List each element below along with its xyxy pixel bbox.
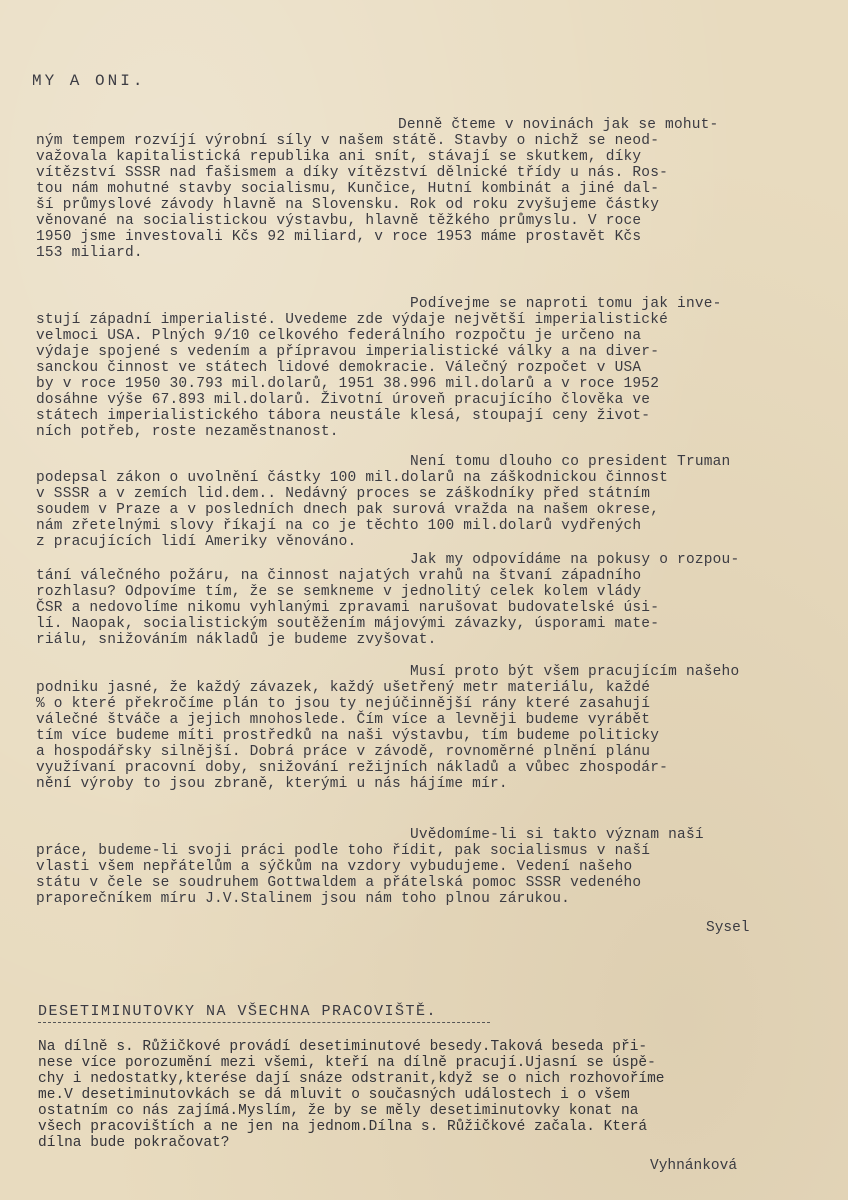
text-line: dosáhne výše 67.893 mil.dolarů. Životní úroveň pracujícího člověka ve [36, 392, 651, 408]
text-line: tou nám mohutné stavby socialismu, Kunčice, Hutní kombinát a jiné dal- [36, 181, 660, 197]
text-line: práce, budeme-li svoji práci podle toho řídit, pak socialismus v naší [36, 843, 651, 859]
text-line: Musí proto být všem pracujícím našeho [410, 664, 740, 680]
text-line: věnované na socialistickou výstavbu, hlavně těžkého průmyslu. V roce [36, 213, 642, 229]
text-line: státu v čele se soudruhem Gottwaldem a přátelská pomoc SSSR vedeného [36, 875, 642, 891]
text-line: všech pracovištích a ne jen na jednom.Dílna s. Růžičkové začala. Která [38, 1119, 648, 1135]
text-line: v SSSR a v zemích lid.dem.. Nedávný proces se záškodníky před státním [36, 486, 651, 502]
text-line: 1950 jsme investovali Kčs 92 miliard, v roce 1953 máme prostavět Kčs [36, 229, 642, 245]
text-line: riálu, snižováním nákladů je budeme zvyšovat. [36, 632, 437, 648]
text-line: sanckou činnost ve státech lidové demokracie. Válečný rozpočet v USA [36, 360, 642, 376]
text-line: státech imperialistického tábora neustále klesá, stoupají ceny život- [36, 408, 651, 424]
text-line: 153 miliard. [36, 245, 143, 261]
text-line: me.V desetiminutovkách se dá mluvit o současných událostech i o všem [38, 1087, 630, 1103]
text-line: podniku jasné, že každý závazek, každý ušetřený metr materiálu, každé [36, 680, 651, 696]
text-line: ší průmyslové závody hlavně na Slovensku. Rok od roku zvyšujeme částky [36, 197, 660, 213]
text-line: chy i nedostatky,kterése dají snáze odstranit,když se o nich rozhovoříme [38, 1071, 665, 1087]
text-line: Jak my odpovídáme na pokusy o rozpou- [410, 552, 740, 568]
text-line: praporečníkem míru J.V.Stalinem jsou nám toho plnou zárukou. [36, 891, 571, 907]
text-line: nese více porozumění mezi všemi, kteří na dílně pracují.Ujasní se úspě- [38, 1055, 656, 1071]
text-line: vlasti všem nepřátelům a sýčkům na vzdory vybudujeme. Vedení našeho [36, 859, 633, 875]
text-line: využívaní pracovní doby, snižování režijních nákladů a vůbec zhospodár- [36, 760, 669, 776]
text-line: Uvědomíme-li si takto význam naší [410, 827, 704, 843]
text-line: Není tomu dlouho co president Truman [410, 454, 731, 470]
text-line: % o které překročíme plán to jsou ty nejúčinnější rány které zasahují [36, 696, 651, 712]
text-line: Na dílně s. Růžičkové provádí desetiminutové besedy.Taková beseda při- [38, 1039, 648, 1055]
second-author-signature: Vyhnánková [650, 1158, 738, 1174]
text-line: ným tempem rozvíjí výrobní síly v našem státě. Stavby o nichž se neod- [36, 133, 660, 149]
text-line: stují západní imperialisté. Uvedeme zde výdaje největší imperialistické [36, 312, 669, 328]
text-line: tání válečného požáru, na činnost najatých vrahů na štvaní západního [36, 568, 642, 584]
text-line: a hospodářsky silnější. Dobrá práce v závodě, rovnoměrné plnění plánu [36, 744, 651, 760]
text-line: ostatním co nás zajímá.Myslím, že by se měly desetiminutovky konat na [38, 1103, 639, 1119]
text-line: ních potřeb, roste nezaměstnanost. [36, 424, 339, 440]
text-line: soudem v Praze a v posledních dnech pak surová vražda na našem okrese, [36, 502, 660, 518]
text-line: z pracujících lidí Ameriky věnováno. [36, 534, 357, 550]
author-signature: Sysel [706, 920, 750, 936]
text-line: by v roce 1950 30.793 mil.dolarů, 1951 38.996 mil.dolarů a v roce 1952 [36, 376, 660, 392]
text-line: nám zřetelnými slovy říkají na co je těchto 100 mil.dolarů vydřených [36, 518, 642, 534]
text-line: velmoci USA. Plných 9/10 celkového federálního rozpočtu je určeno na [36, 328, 642, 344]
text-line: tím více budeme míti prostředků na naši výstavbu, tím budeme politicky [36, 728, 660, 744]
article-title: MY A ONI. [32, 72, 146, 90]
title-underline [38, 1022, 490, 1023]
text-line: ČSR a nedovolíme nikomu vyhlanými zpravami narušovat budovatelské úsi- [36, 600, 660, 616]
text-line: dílna bude pokračovat? [38, 1135, 230, 1151]
text-line: Podívejme se naproti tomu jak inve- [410, 296, 722, 312]
text-line: podepsal zákon o uvolnění částky 100 mil.dolarů na záškodnickou činnost [36, 470, 669, 486]
text-line: Denně čteme v novinách jak se mohut- [398, 117, 719, 133]
text-line: važovala kapitalistická republika ani snít, stávají se skutkem, díky [36, 149, 642, 165]
text-line: válečné štváče a jejich mnohoslede. Čím více a levněji budeme vyrábět [36, 712, 651, 728]
text-line: vítězství SSSR nad fašismem a díky vítězství dělnické třídy u nás. Ros- [36, 165, 669, 181]
text-line: rozhlasu? Odpovíme tím, že se semkneme v jednolitý celek kolem vlády [36, 584, 642, 600]
text-line: výdaje spojené s vedením a přípravou imperialistické války a na diver- [36, 344, 660, 360]
second-article-title: DESETIMINUTOVKY NA VŠECHNA PRACOVIŠTĚ. [38, 1003, 438, 1020]
text-line: lí. Naopak, socialistickým soutěžením májovými závazky, úsporami mate- [36, 616, 660, 632]
text-line: nění výroby to jsou zbraně, kterými u nás hájíme mír. [36, 776, 508, 792]
